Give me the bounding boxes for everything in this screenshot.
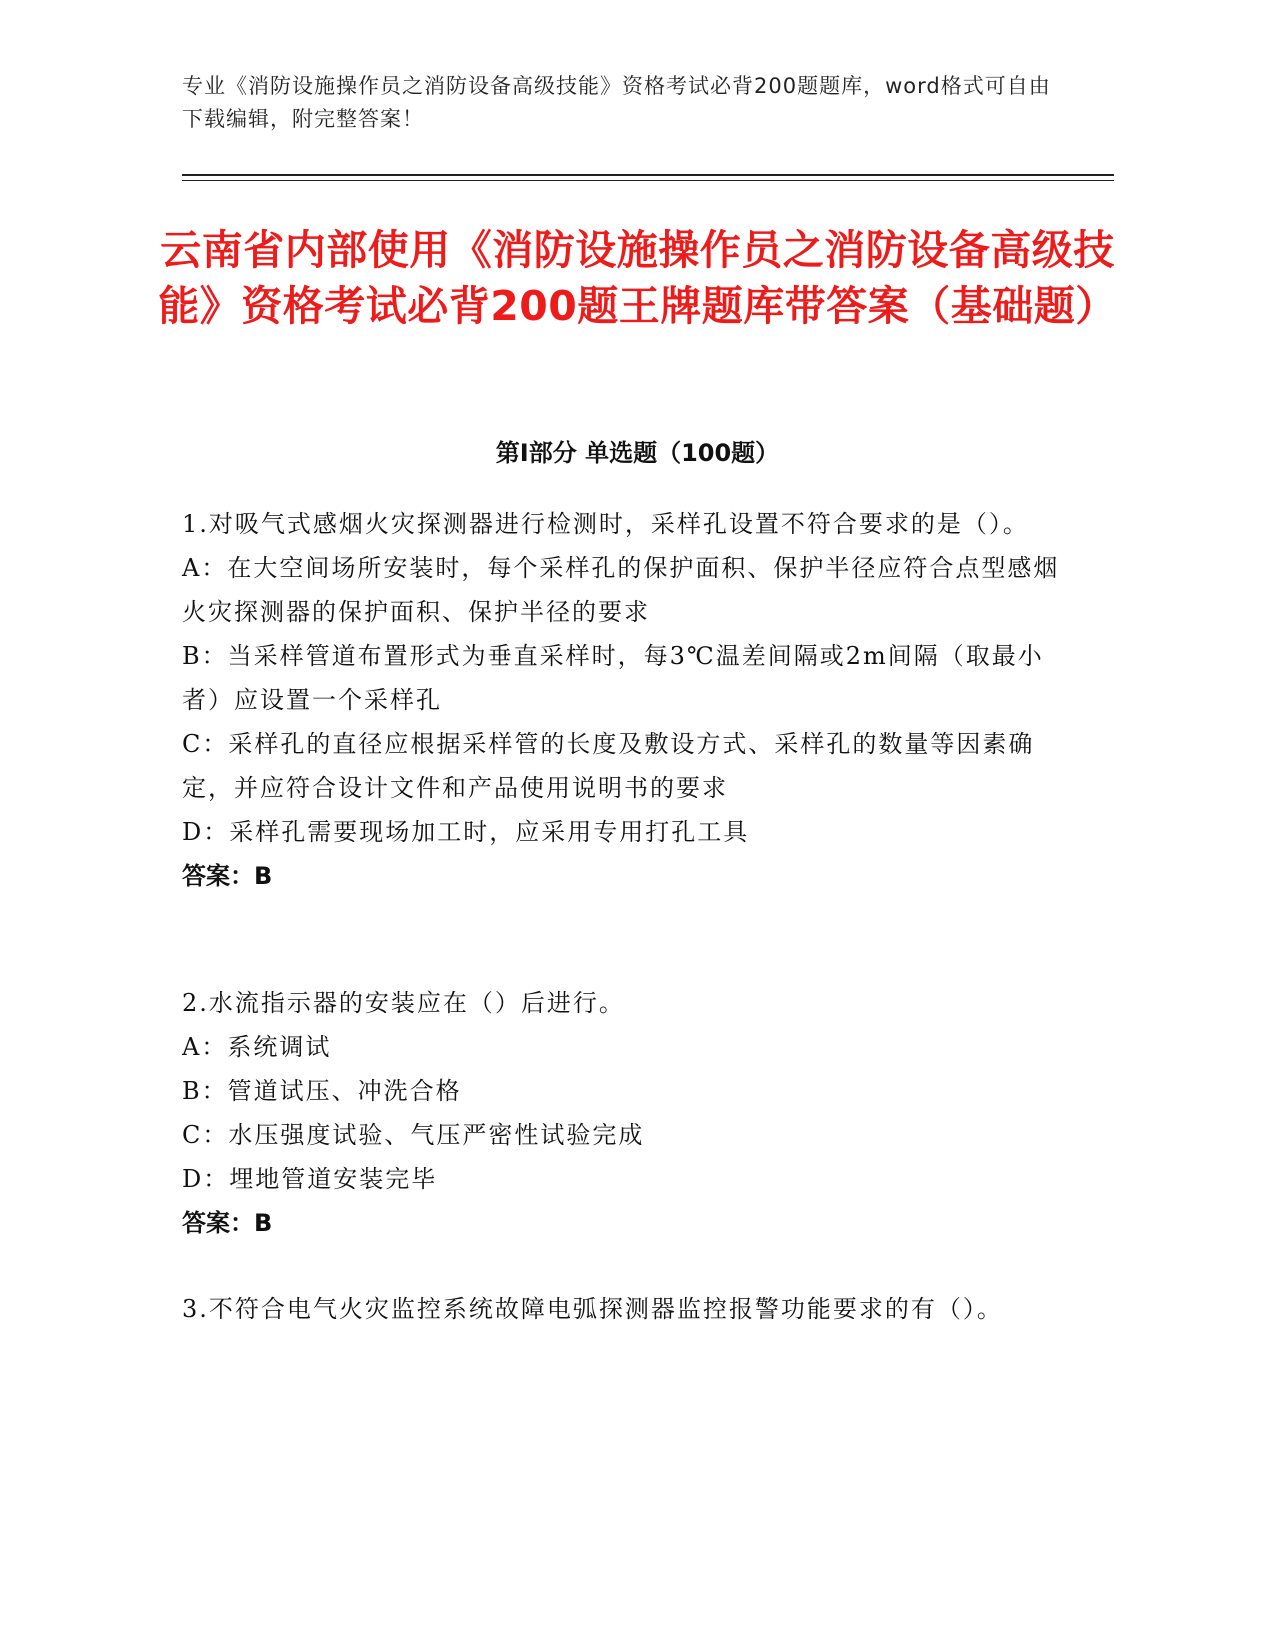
question-1 (182, 502, 1062, 898)
question-stem: 3.不符合电气火灾监控系统故障电弧探测器监控报警功能要求的有（）。 (182, 1295, 1003, 1323)
section-heading: 第Ⅰ部分 单选题（100题） (495, 439, 780, 467)
header-note: 专业《消防设施操作员之消防设备高级技能》资格考试必背200题题库，word格式可自由下载编辑，附完整答案！ (182, 74, 1051, 131)
option-a: A：在大空间场所安装时，每个采样孔的保护面积、保护半径应符合点型感烟火灾探测器的保护面积、保护半径的要求 (182, 554, 1060, 626)
answer: 答案：B (182, 1209, 273, 1237)
option-a: A：系统调试 (182, 1033, 332, 1061)
question-2 (182, 981, 1062, 1245)
option-c: C：水压强度试验、气压严密性试验完成 (182, 1121, 645, 1149)
header-divider (182, 174, 1114, 176)
option-d: D：采样孔需要现场加工时，应采用专用打孔工具 (182, 818, 750, 846)
question-stem: 2.水流指示器的安装应在（）后进行。 (182, 989, 625, 1017)
option-b: B：管道试压、冲洗合格 (182, 1077, 462, 1105)
page-title: 云南省内部使用《消防设施操作员之消防设备高级技能》资格考试必背200题王牌题库带答案（基础题） (158, 226, 1117, 330)
header-divider-thin (182, 180, 1114, 181)
option-c: C：采样孔的直径应根据采样管的长度及敷设方式、采样孔的数量等因素确定，并应符合设计文件和产品使用说明书的要求 (182, 730, 1035, 802)
question-3 (182, 1287, 1062, 1331)
question-stem: 1.对吸气式感烟火灾探测器进行检测时，采样孔设置不符合要求的是（）。 (182, 510, 1029, 538)
option-b: B：当采样管道布置形式为垂直采样时，每3℃温差间隔或2m间隔（取最小者）应设置一个采样孔 (182, 642, 1044, 714)
answer: 答案：B (182, 862, 273, 890)
option-d: D：埋地管道安装完毕 (182, 1165, 438, 1193)
